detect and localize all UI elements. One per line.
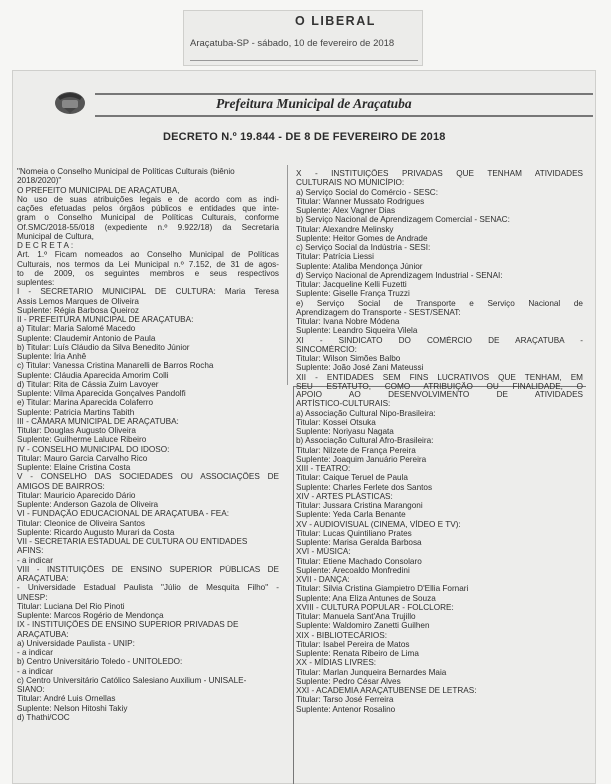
decree-line: Suplente: Heitor Gomes de Andrade	[296, 233, 428, 243]
decree-line: Titular: Silvia Cristina Giampietro D'Ellia Fornari	[296, 584, 469, 594]
decree-line: XII - ENTIDADES SEM FINS LUCRATIVOS QUE TENHAM, EM	[296, 372, 583, 382]
decree-line: to de 2009, os seguintes membros e seus respectivos	[17, 268, 279, 278]
left-column	[17, 167, 279, 722]
decree-line: Suplente: Antenor Rosalino	[296, 704, 396, 714]
decree-line: Suplente: Régia Barbosa Queiroz	[17, 305, 139, 315]
decree-line: Titular: Douglas Augusto Oliveira	[17, 426, 136, 435]
decree-line: Titular: Lucas Quintiliano Prates	[296, 528, 412, 538]
decree-line: Suplente: Íria Anhê	[17, 352, 87, 361]
decree-line: a) Associação Cultural Nipo-Brasileira:	[296, 408, 436, 418]
decree-line: UNESP:	[17, 592, 48, 602]
decree-line: Suplente: João José Zani Mateussi	[296, 363, 424, 373]
decree-line: XXI - ACADEMIA ARAÇATUBENSE DE LETRAS:	[296, 686, 477, 695]
decree-line: Suplente: Giselle França Truzzi	[296, 289, 410, 299]
decree-line: IV - CONSELHO MUNICIPAL DO IDOSO:	[17, 444, 170, 454]
decree-line: Suplente: Arecoaldo Monfredini	[296, 565, 410, 575]
decree-line: D E C R E T A :	[17, 241, 74, 250]
decree-line: XI - SINDICATO DO COMÉRCIO DE ARAÇATUBA -	[296, 335, 583, 345]
decree-line: Suplente: Leandro Siqueira Vilela	[296, 326, 418, 336]
decree-line: Titular: Etiene Machado Consolaro	[296, 556, 422, 566]
decree-line: Titular: Mauricio Aparecido Dário	[17, 490, 136, 500]
decree-line: suplentes:	[17, 278, 55, 287]
decree-line: ARAÇATUBA:	[17, 629, 69, 639]
decree-line: b) Centro Universitário Toledo - UNITOLEDO:	[17, 657, 183, 667]
decree-line: SIANO:	[17, 685, 45, 694]
decree-line: XIV - ARTES PLÁSTICAS:	[296, 491, 393, 501]
decree-line: Titular: Ivana Nobre Módena	[296, 317, 400, 326]
decree-line: b) Serviço Nacional de Aprendizagem Comercial - SENAC:	[296, 215, 510, 225]
decree-line: II - PREFEITURA MUNICIPAL DE ARAÇATUBA:	[17, 315, 194, 324]
decree-line: b) Associação Cultural Afro-Brasileira:	[296, 436, 434, 446]
decree-line: Titular: Jacqueline Kelli Fuzetti	[296, 280, 407, 289]
decree-line: Suplente: Ana Eliza Antunes de Souza	[296, 593, 436, 603]
decree-line: Suplente: Noriyasu Nagata	[296, 427, 394, 436]
decree-line: IX - INSTITUIÇÕES DE ENSINO SUPERIOR PRIVADAS DE	[17, 620, 239, 630]
decree-line: Suplente: Vilma Aparecida Gonçalves Pandolfi	[17, 389, 186, 398]
decree-line: O PREFEITO MUNICIPAL DE ARAÇATUBA,	[17, 185, 180, 195]
decree-line: Titular: Manuela Sant'Ana Trujillo	[296, 612, 416, 621]
decree-line: d) Titular: Rita de Cássia Zuim Lavoyer	[17, 379, 159, 389]
decree-line: cações efetuadas pelos órgãos públicos e entidades que inte-	[17, 204, 279, 213]
decree-line: Suplente: Yeda Carla Benante	[296, 510, 406, 520]
decree-line: e) Titular: Marina Aparecida Colaferro	[17, 398, 154, 408]
decree-line: Titular: Patrícia Liessi	[296, 252, 374, 262]
decree-line: Titular: Marlan Junqueira Bernardes Maia	[296, 667, 447, 677]
decree-line: c) Serviço Social da Indústria - SESI:	[296, 243, 431, 252]
decree-line: Suplente: Charles Ferlete dos Santos	[296, 482, 433, 492]
decree-title: DECRETO N.º 19.844 - DE 8 DE FEVEREIRO DE 2018	[163, 131, 446, 143]
decree-line: d) Serviço Nacional de Aprendizagem Industrial - SENAI:	[296, 270, 503, 280]
decree-line: Suplente: Alex Vagner Dias	[296, 206, 396, 215]
decree-line: XIII - TEATRO:	[296, 464, 351, 473]
decree-line: Titular: Cleonice de Oliveira Santos	[17, 518, 146, 528]
decree-line: ARAÇATUBA:	[17, 574, 69, 583]
decree-line: SEU ESTATUTO, COMO ATRIBUIÇÃO OU FINALIDADE, O	[296, 381, 583, 391]
decree-line: Suplente: Waldomiro Zanetti Guilhen	[296, 621, 430, 631]
decree-line: AMIGOS DE BAIRROS:	[17, 481, 105, 491]
decree-line: VII - SECRETARIA ESTADUAL DE CULTURA OU ENTIDADES	[17, 537, 248, 546]
decree-line: Titular: Jussara Cristina Marangoni	[296, 501, 423, 510]
decree-line: Of.SMC/2018-55/018 (expediente n.º 9.922/18) da Secretaria	[17, 222, 279, 232]
decree-line: Titular: Wilson Simões Balbo	[296, 354, 401, 363]
decree-line: Titular: Nilzete de França Pereira	[296, 445, 416, 455]
decree-line: 2018/2020)"	[17, 176, 62, 186]
decree-line: X - INSTITUIÇÕES PRIVADAS QUE TENHAM ATIVIDADES	[296, 169, 583, 178]
decree-line: - a indicar	[17, 666, 53, 676]
decree-line: XV - AUDIOVISUAL (CINEMA, VÍDEO E TV):	[296, 519, 461, 529]
decree-line: Titular: Isabel Pereira de Matos	[296, 639, 410, 649]
decree-line: APOIO AO DESENVOLVIMENTO DE ATIVIDADES	[296, 390, 583, 399]
newspaper-dateline: Araçatuba-SP - sábado, 10 de fevereiro de 2018	[190, 38, 395, 49]
decree-line: e) Serviço Social de Transporte e Serviço Nacional de	[296, 298, 583, 308]
decree-line: Suplente: Pedro César Alves	[296, 676, 401, 686]
decree-line: Suplente: Anderson Gazola de Oliveira	[17, 500, 159, 509]
decree-line: XX - MÍDIAS LIVRES:	[296, 658, 377, 668]
right-column-top	[296, 169, 583, 391]
decree-line: gram o Conselho Municipal de Políticas Culturais, conforme	[17, 213, 279, 223]
decree-line: - a indicar	[17, 555, 53, 565]
decree-line: Suplente: Elaine Cristina Costa	[17, 463, 131, 472]
decree-line: c) Centro Universitário Católico Salesiano Auxilium - UNISALE-	[17, 675, 247, 685]
decree-line: Suplente: Ataliba Mendonça Júnior	[296, 261, 423, 271]
decree-line: Titular: Tarso José Ferreira	[296, 695, 394, 705]
decree-line: Titular: Luciana Del Rio Pinoti	[17, 601, 125, 611]
decree-line: Titular: André Luis Ornellas	[17, 694, 116, 704]
right-column-bottom	[296, 390, 583, 714]
decree-line: XVIII - CULTURA POPULAR - FOLCLORE:	[296, 602, 454, 612]
decree-line: Suplente: Nelson Hitoshi Takiy	[17, 703, 128, 713]
decree-line: ARTÍSTICO-CULTURAIS:	[296, 399, 391, 409]
decree-line: XVI - MÚSICA:	[296, 547, 351, 557]
decree-line: Assis Lemos Marques de Oliveira	[17, 296, 139, 306]
decree-line: CULTURAIS NO MUNICÍPIO:	[296, 178, 405, 188]
decree-line: a) Universidade Paulista - UNIP:	[17, 638, 135, 648]
decree-line: VIII - INSTITUIÇÕES DE ENSINO SUPERIOR PÚBLICAS DE	[17, 564, 279, 574]
masthead-rule	[190, 60, 418, 61]
decree-line: Suplente: Joaquim Januário Pereira	[296, 454, 427, 464]
decree-line: XVII - DANÇA:	[296, 575, 350, 584]
decree-line: Suplente: Marisa Geralda Barbosa	[296, 538, 422, 547]
decree-line: "Nomeia o Conselho Municipal de Políticas Culturais (biênio	[17, 167, 235, 176]
decree-line: Culturais, nos termos da Lei Municipal n.º 7.152, de 31 de agos-	[17, 259, 279, 269]
decree-line: Suplente: Renata Ribeiro de Lima	[296, 649, 419, 658]
decree-line: Art. 1.º Ficam nomeados ao Conselho Municipal de Políticas	[17, 250, 279, 260]
banner-rule-top	[95, 93, 593, 95]
prefeitura-banner: Prefeitura Municipal de Araçatuba	[216, 96, 412, 111]
decree-line: c) Titular: Vanessa Cristina Manarelli de Barros Rocha	[17, 361, 214, 371]
decree-line: III - CÂMARA MUNICIPAL DE ARAÇATUBA:	[17, 416, 179, 426]
decree-line: a) Titular: Maria Salomé Macedo	[17, 324, 136, 334]
decree-line: No uso de suas atribuições legais e de acordo com as indi-	[17, 194, 279, 204]
decree-line: a) Serviço Social do Comércio - SESC:	[296, 187, 438, 197]
decree-line: Suplente: Patricia Martins Tabith	[17, 407, 135, 417]
decree-line: SINCOMÉRCIO:	[296, 344, 357, 354]
decree-line: AFINS:	[17, 546, 44, 556]
decree-line: Titular: Wanner Mussato Rodrigues	[296, 196, 425, 206]
decree-line: d) Thathi/COC	[17, 712, 70, 722]
decree-line: Titular: Caique Teruel de Paula	[296, 473, 408, 483]
decree-line: I - SECRETARIO MUNICIPAL DE CULTURA: Maria Teresa	[17, 287, 279, 297]
decree-line: Aprendizagem do Transporte - SEST/SENAT:	[296, 307, 461, 317]
decree-line: V - CONSELHO DAS SOCIEDADES OU ASSOCIAÇÕES DE	[17, 472, 279, 482]
decree-line: - a indicar	[17, 648, 53, 657]
decree-line: Titular: Alexandre Melinsky	[296, 224, 394, 234]
decree-line: Suplente: Marcos Rogério de Mendonça	[17, 611, 164, 620]
newspaper-name: O LIBERAL	[295, 14, 376, 28]
decree-line: Titular: Mauro Garcia Carvalho Rico	[17, 453, 148, 463]
banner-rule-bottom	[95, 115, 593, 117]
decree-line: - Universidade Estadual Paulista "Júlio de Mesquita Filho" -	[17, 583, 279, 593]
decree-line: Suplente: Guilherme Laluce Ribeiro	[17, 435, 147, 445]
decree-line: XIX - BIBLIOTECÁRIOS:	[296, 630, 387, 640]
decree-line: Suplente: Cláudia Aparecida Amorim Colli	[17, 370, 169, 380]
decree-line: Titular: Kossei Otsuka	[296, 417, 376, 427]
decree-line: Municipal de Cultura,	[17, 231, 94, 241]
decree-line: Suplente: Ricardo Augusto Murari da Costa	[17, 527, 175, 537]
decree-line: VI - FUNDAÇÃO EDUCACIONAL DE ARAÇATUBA - FEA:	[17, 509, 229, 519]
decree-line: b) Titular: Luís Cláudio da Silva Benedito Júnior	[17, 342, 190, 352]
column-separator	[287, 165, 288, 385]
decree-line: Suplente: Claudemir Antonio de Paula	[17, 333, 156, 343]
city-seal-icon	[52, 88, 88, 116]
